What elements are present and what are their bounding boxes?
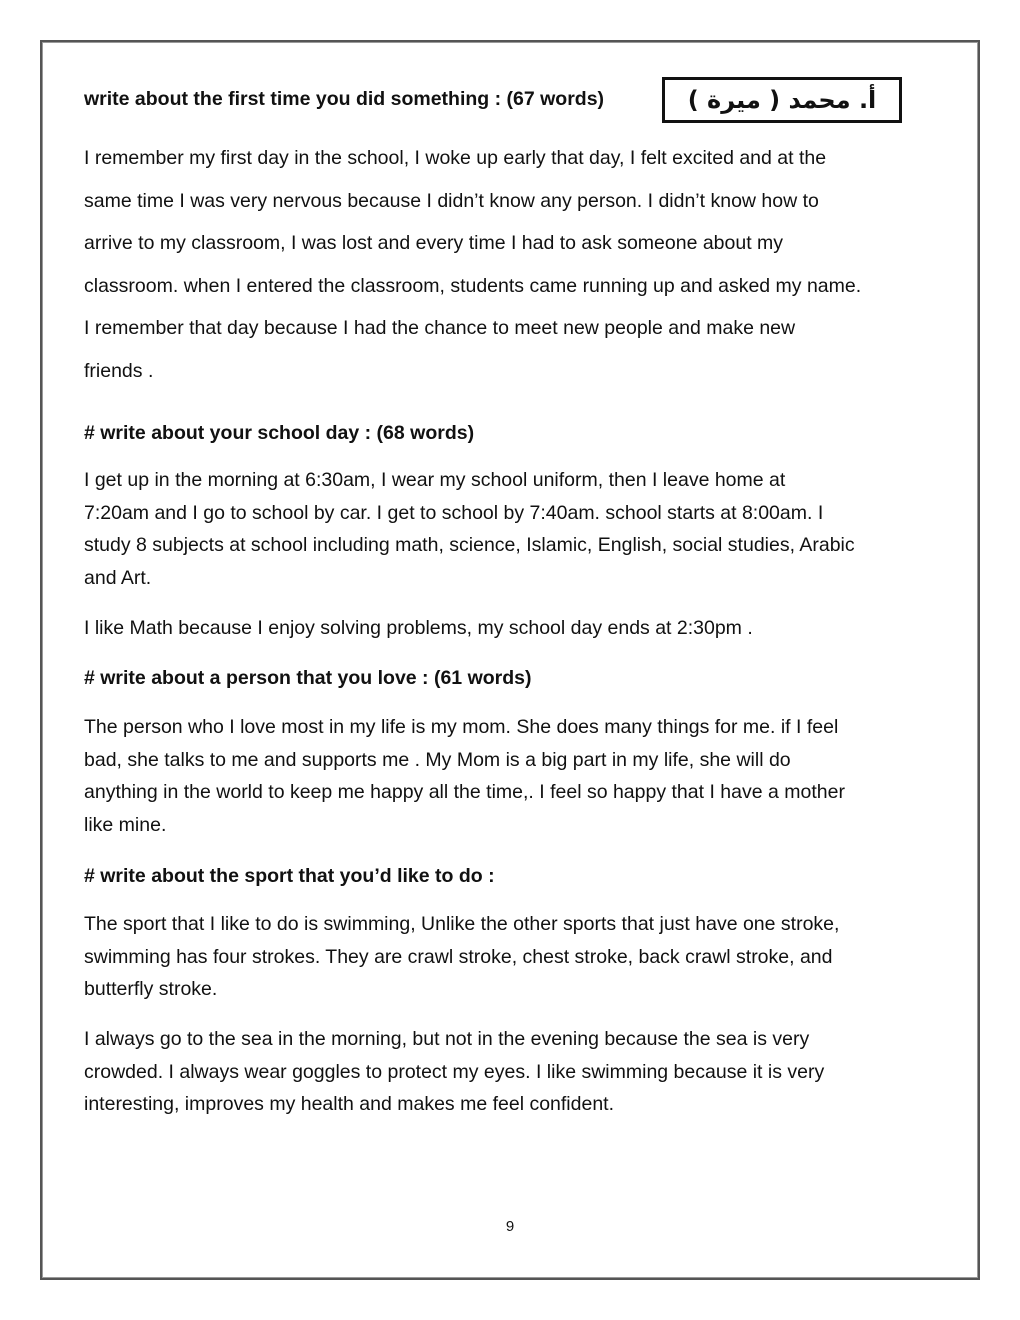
paragraph-first-time: [84, 137, 944, 392]
text-line: same time I was very nervous because I didn’t know any person. I didn’t know how to: [84, 189, 819, 212]
text-line: I like Math because I enjoy solving problems, my school day ends at 2:30pm .: [84, 617, 753, 639]
text-line: interesting, improves my health and makes me feel confident.: [84, 1093, 615, 1116]
text-line: 7:20am and I go to school by car. I get to school by 7:40am. school starts at 8:00am. I: [84, 501, 824, 524]
section-heading-sport: # write about the sport that you’d like to do :: [84, 865, 495, 887]
paragraph-sport-sea: [84, 1023, 944, 1121]
text-line: classroom. when I entered the classroom, students came running up and asked my name.: [84, 274, 862, 297]
text-line: I get up in the morning at 6:30am, I wear my school uniform, then I leave home at: [84, 469, 786, 491]
section-heading-person-you-love: # write about a person that you love : (61 words): [84, 667, 532, 689]
text-line: anything in the world to keep me happy all the time,. I feel so happy that I have a mother: [84, 781, 845, 804]
section-heading-first-time: write about the first time you did something : (67 words): [84, 88, 605, 110]
text-line: crowded. I always wear goggles to protect my eyes. I like swimming because it is very: [84, 1060, 825, 1083]
text-line: The sport that I like to do is swimming, Unlike the other sports that just have one stroke,: [84, 913, 840, 935]
teacher-name-box: أ. محمد ( ميرة ): [662, 77, 902, 123]
text-line: like mine.: [84, 813, 167, 836]
text-line: swimming has four strokes. They are crawl stroke, chest stroke, back crawl stroke, and: [84, 945, 833, 968]
paragraph-school-day: [84, 464, 944, 594]
section-heading-school-day: # write about your school day : (68 words): [84, 422, 475, 444]
page-number: 9: [505, 1218, 515, 1235]
text-line: arrive to my classroom, I was lost and every time I had to ask someone about my: [84, 232, 784, 254]
text-line: The person who I love most in my life is my mom. She does many things for me. if I feel: [84, 716, 839, 738]
text-line: friends .: [84, 359, 154, 382]
paragraph-school-day-math: [84, 612, 944, 645]
paragraph-sport: [84, 908, 944, 1006]
text-line: bad, she talks to me and supports me . My Mom is a big part in my life, she will do: [84, 748, 791, 771]
text-line: study 8 subjects at school including math, science, Islamic, English, social studies, Arabic: [84, 534, 855, 557]
text-line: and Art.: [84, 566, 152, 589]
text-line: I remember my first day in the school, I woke up early that day, I felt excited and at the: [84, 147, 827, 169]
text-line: I always go to the sea in the morning, but not in the evening because the sea is very: [84, 1028, 810, 1050]
text-line: I remember that day because I had the chance to meet new people and make new: [84, 317, 796, 339]
text-line: butterfly stroke.: [84, 978, 218, 1001]
paragraph-person-you-love: [84, 711, 944, 841]
